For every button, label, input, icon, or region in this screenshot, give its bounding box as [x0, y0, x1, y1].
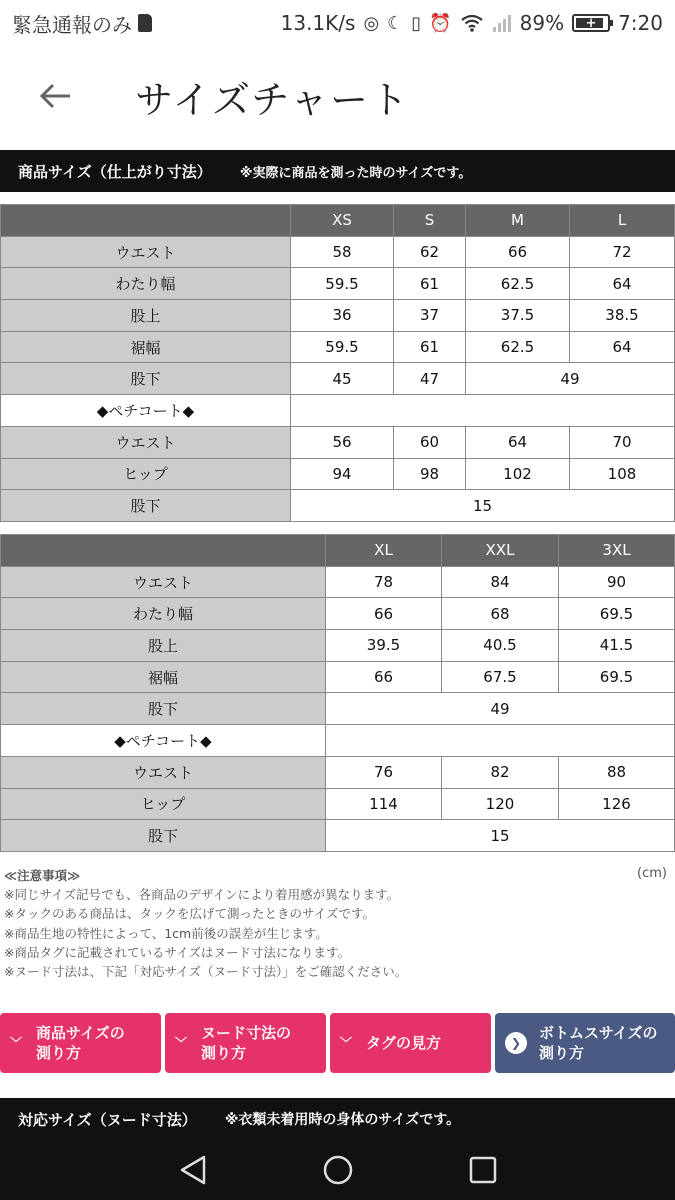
button-label-line: ヌード寸法の	[201, 1024, 292, 1042]
table-row	[1, 630, 675, 662]
table-row	[1, 426, 675, 458]
row-label: 股下	[1, 693, 326, 725]
back-arrow-icon	[38, 82, 72, 110]
row-label: 股下	[1, 820, 326, 852]
vibrate-icon: ▯	[411, 12, 422, 34]
table-row	[1, 820, 675, 852]
section-header	[0, 150, 675, 192]
table-cell: 40.5	[442, 630, 559, 662]
size-header: S	[394, 205, 466, 237]
note-line: ※ヌード寸法は、下記「対応サイズ（ヌード寸法）」をご確認ください。	[4, 964, 408, 980]
table-cell: 66	[326, 661, 442, 693]
table-cell: 78	[326, 566, 442, 598]
table-cell: 68	[442, 598, 559, 630]
table-cell: 66	[466, 236, 570, 268]
table-row-petticoat	[1, 725, 675, 757]
size-table-small	[0, 204, 675, 522]
charging-plus: +	[585, 15, 597, 31]
button-label-line: 測り方	[36, 1044, 82, 1062]
button-label	[539, 1023, 658, 1063]
table-cell: 76	[326, 756, 442, 788]
table-cell: 37.5	[466, 300, 570, 332]
table-cell: 62.5	[466, 268, 570, 300]
note-line: ※商品生地の特性によって、1cm前後の誤差が生じます。	[4, 925, 328, 941]
row-label: ウエスト	[1, 426, 291, 458]
row-label: ヒップ	[1, 458, 291, 490]
table-cell: 36	[291, 300, 394, 332]
square-recents-icon	[468, 1155, 498, 1185]
sd-card-icon	[138, 14, 152, 32]
section-title: 対応サイズ（ヌード寸法）	[18, 1110, 197, 1129]
table-cell: 67.5	[442, 661, 559, 693]
table-cell: 126	[559, 788, 675, 820]
table-cell: 88	[559, 756, 675, 788]
table-row	[1, 363, 675, 395]
table-cell: 61	[394, 331, 466, 363]
table-cell: 102	[466, 458, 570, 490]
table-row	[1, 300, 675, 332]
page-title: サイズチャート	[135, 77, 411, 122]
row-label: ヒップ	[1, 788, 326, 820]
note-line: ※同じサイズ記号でも、各商品のデザインにより着用感が異なります。	[4, 887, 400, 903]
circle-home-icon	[322, 1154, 354, 1186]
size-table-large	[0, 534, 675, 852]
table-row	[1, 788, 675, 820]
table-cell: 64	[570, 331, 675, 363]
size-header: XL	[326, 535, 442, 567]
table-cell: 59.5	[291, 331, 394, 363]
nav-back-button[interactable]	[173, 1150, 213, 1190]
table-row	[1, 661, 675, 693]
row-label: ウエスト	[1, 756, 326, 788]
table-cell-merged: 49	[466, 363, 675, 395]
row-label: わたり幅	[1, 598, 326, 630]
wifi-icon	[460, 13, 484, 33]
size-header: XXL	[442, 535, 559, 567]
nude-size-measure-button[interactable]	[165, 1013, 326, 1073]
table-cell: 66	[326, 598, 442, 630]
row-label: 股上	[1, 300, 291, 332]
navigation-bar	[0, 1140, 675, 1200]
nav-home-button[interactable]	[318, 1150, 358, 1190]
notes-section	[4, 866, 669, 981]
button-label-line: 測り方	[201, 1044, 247, 1062]
header-blank-cell	[1, 535, 326, 567]
data-saver-icon: ◎	[363, 12, 380, 34]
table-cell: 41.5	[559, 630, 675, 662]
table-row	[1, 756, 675, 788]
status-bar	[0, 0, 675, 46]
petticoat-label: ◆ペチコート◆	[1, 395, 291, 427]
table-cell: 69.5	[559, 661, 675, 693]
table-cell-empty	[291, 395, 675, 427]
table-cell: 90	[559, 566, 675, 598]
table-cell: 60	[394, 426, 466, 458]
chevron-down-icon: ﹀	[340, 1036, 353, 1050]
unit-label: (cm)	[637, 866, 667, 881]
note-line: ※タックのある商品は、タックを広げて測ったときのサイズです。	[4, 906, 375, 922]
chevron-down-icon: ﹀	[10, 1036, 23, 1050]
table-row	[1, 693, 675, 725]
moon-icon: ☾	[387, 12, 404, 34]
button-label-line: 商品サイズの	[36, 1024, 125, 1042]
signal-icon	[492, 13, 512, 33]
table-cell: 98	[394, 458, 466, 490]
table-row	[1, 458, 675, 490]
size-header: 3XL	[559, 535, 675, 567]
table-cell: 114	[326, 788, 442, 820]
table-cell: 39.5	[326, 630, 442, 662]
status-left	[12, 9, 152, 38]
button-label: タグの見方	[366, 1034, 442, 1052]
table-header-row	[1, 535, 675, 567]
chevron-down-icon: ﹀	[175, 1036, 188, 1050]
table-cell-merged: 49	[326, 693, 675, 725]
nav-recents-button[interactable]	[463, 1150, 503, 1190]
size-header: L	[570, 205, 675, 237]
row-label: 裾幅	[1, 331, 291, 363]
table-cell: 94	[291, 458, 394, 490]
table-cell-merged: 15	[326, 820, 675, 852]
table-cell: 38.5	[570, 300, 675, 332]
table-cell: 72	[570, 236, 675, 268]
button-label	[36, 1023, 125, 1063]
table-cell: 70	[570, 426, 675, 458]
size-header: XS	[291, 205, 394, 237]
triangle-back-icon	[178, 1154, 208, 1186]
table-row	[1, 490, 675, 522]
section-note: ※衣類未着用時の身体のサイズです。	[224, 1112, 461, 1128]
bottoms-size-measure-button[interactable]	[495, 1013, 675, 1073]
table-cell: 62.5	[466, 331, 570, 363]
note-line: ※商品タグに記載されているサイズはヌード寸法になります。	[4, 944, 350, 960]
table-row	[1, 268, 675, 300]
tag-guide-button[interactable]	[330, 1013, 491, 1073]
table-cell: 84	[442, 566, 559, 598]
table-row-petticoat	[1, 395, 675, 427]
back-button[interactable]	[20, 66, 90, 126]
table-cell: 56	[291, 426, 394, 458]
button-label-line: 測り方	[539, 1044, 585, 1062]
carrier-text: 緊急通報のみ	[12, 12, 132, 37]
table-row	[1, 236, 675, 268]
table-cell: 59.5	[291, 268, 394, 300]
petticoat-label: ◆ペチコート◆	[1, 725, 326, 757]
guide-button-row	[0, 1013, 675, 1073]
table-cell: 69.5	[559, 598, 675, 630]
nude-size-section-header	[0, 1098, 675, 1140]
header-blank-cell	[1, 205, 291, 237]
product-size-measure-button[interactable]	[0, 1013, 161, 1073]
row-label: 裾幅	[1, 661, 326, 693]
table-cell: 108	[570, 458, 675, 490]
table-cell: 62	[394, 236, 466, 268]
row-label: 股下	[1, 363, 291, 395]
table-cell: 82	[442, 756, 559, 788]
status-right	[281, 11, 663, 35]
table-cell: 47	[394, 363, 466, 395]
table-cell-merged: 15	[291, 490, 675, 522]
notes-title: ≪注意事項≫	[4, 868, 81, 883]
row-label: 股上	[1, 630, 326, 662]
table-cell: 37	[394, 300, 466, 332]
table-row	[1, 331, 675, 363]
row-label: ウエスト	[1, 236, 291, 268]
button-label-line: ボトムスサイズの	[539, 1024, 658, 1042]
table-row	[1, 566, 675, 598]
table-cell: 64	[466, 426, 570, 458]
section-note: ※実際に商品を測った時のサイズです。	[239, 165, 472, 181]
table-cell: 120	[442, 788, 559, 820]
table-cell: 64	[570, 268, 675, 300]
table-row	[1, 598, 675, 630]
app-header	[0, 46, 675, 146]
battery-percent: 89%	[519, 11, 565, 35]
clock: 7:20	[618, 11, 663, 35]
table-cell: 45	[291, 363, 394, 395]
table-header-row	[1, 205, 675, 237]
alarm-icon: ⏰	[429, 12, 452, 34]
row-label: ウエスト	[1, 566, 326, 598]
row-label: わたり幅	[1, 268, 291, 300]
battery-icon	[572, 14, 610, 32]
network-speed: 13.1K/s	[280, 11, 356, 35]
table-cell-empty	[326, 725, 675, 757]
size-header: M	[466, 205, 570, 237]
button-label	[201, 1023, 291, 1063]
section-title: 商品サイズ（仕上がり寸法）	[18, 162, 212, 181]
table-cell: 61	[394, 268, 466, 300]
chevron-right-circle-icon: ❯	[505, 1032, 527, 1054]
row-label: 股下	[1, 490, 291, 522]
table-cell: 58	[291, 236, 394, 268]
